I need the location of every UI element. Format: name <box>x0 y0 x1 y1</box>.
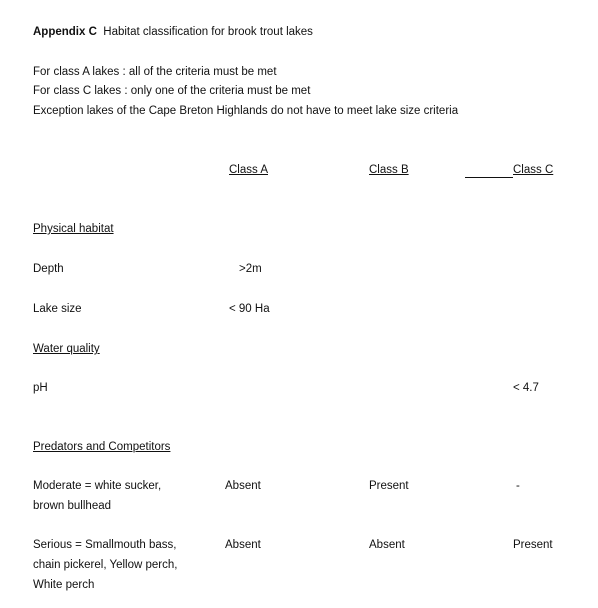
row-serious-class-c: Present <box>513 539 553 551</box>
section-physical-habitat: Physical habitat <box>33 223 114 235</box>
row-depth-label: Depth <box>33 263 64 275</box>
column-header-class-c: Class C <box>513 164 554 176</box>
appendix-title-text: Habitat classification for brook trout lakes <box>103 26 313 38</box>
column-header-class-a: Class A <box>229 164 268 176</box>
criteria-line-1: For class A lakes : all of the criteria must be met <box>33 66 277 78</box>
appendix-label: Appendix C <box>33 26 97 38</box>
header-rule <box>465 177 513 178</box>
section-predators-competitors: Predators and Competitors <box>33 441 171 453</box>
row-moderate-class-a: Absent <box>225 480 261 492</box>
row-moderate-class-c: - <box>516 480 520 492</box>
row-serious-label-line-1: Serious = Smallmouth bass, <box>33 539 177 551</box>
row-moderate-class-b: Present <box>369 480 409 492</box>
appendix-title <box>33 25 313 39</box>
row-depth-class-a: >2m <box>239 263 262 275</box>
row-serious-label-line-2: chain pickerel, Yellow perch, <box>33 559 178 571</box>
criteria-line-2: For class C lakes : only one of the criteria must be met <box>33 85 311 97</box>
row-lake-size-label: Lake size <box>33 303 82 315</box>
row-ph-label: pH <box>33 382 48 394</box>
column-header-class-b: Class B <box>369 164 409 176</box>
row-moderate-label-line-1: Moderate = white sucker, <box>33 480 162 492</box>
row-serious-label-line-3: White perch <box>33 579 95 591</box>
row-moderate-label-line-2: brown bullhead <box>33 500 112 512</box>
criteria-line-3: Exception lakes of the Cape Breton Highlands do not have to meet lake size criteria <box>33 105 459 117</box>
row-ph-class-c: < 4.7 <box>513 382 539 394</box>
row-serious-class-a: Absent <box>225 539 261 551</box>
section-water-quality: Water quality <box>33 343 100 355</box>
row-lake-size-class-a: < 90 Ha <box>229 303 270 315</box>
row-serious-class-b: Absent <box>369 539 405 551</box>
